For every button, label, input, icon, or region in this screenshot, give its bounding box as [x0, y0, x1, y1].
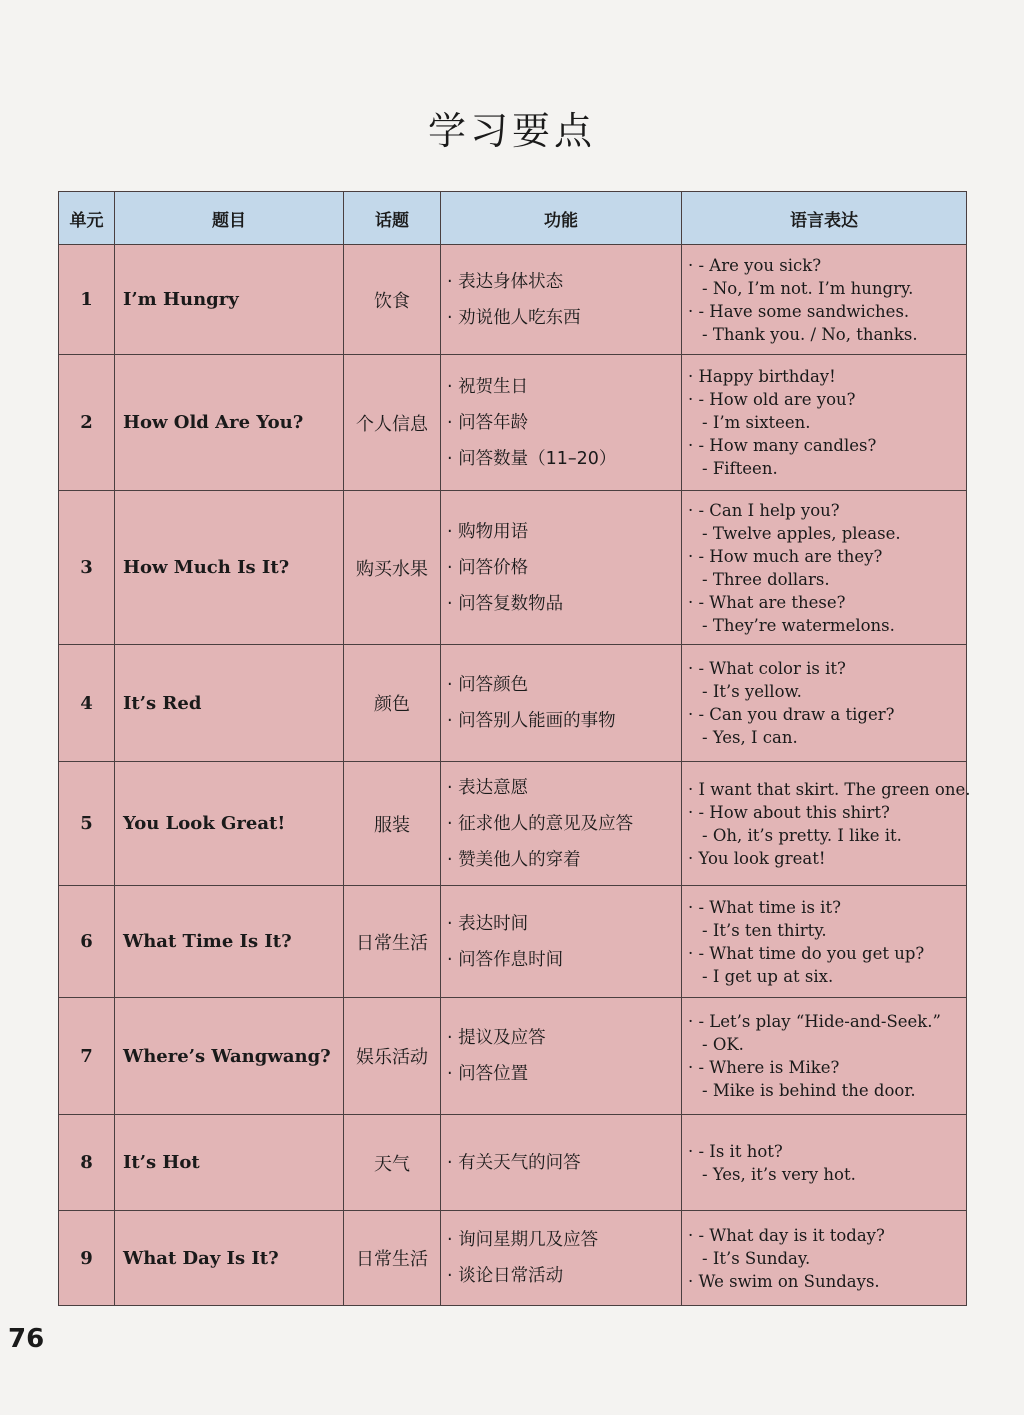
- table-header-row: [59, 192, 967, 245]
- unit-topic: 个人信息: [344, 355, 441, 491]
- unit-number: 3: [59, 491, 115, 645]
- header-topic: 话题: [344, 192, 441, 245]
- unit-language: [682, 645, 967, 762]
- unit-language: [682, 762, 971, 886]
- unit-number: 8: [59, 1115, 115, 1211]
- unit-language: [682, 998, 967, 1115]
- language-line: · - Can I help you?: [688, 500, 840, 520]
- unit-functions: [441, 645, 682, 762]
- function-item: · 祝贺生日: [447, 376, 529, 397]
- table-row: [59, 1115, 967, 1211]
- learning-points-table: [58, 191, 971, 1306]
- language-line: · - Where is Mike?: [688, 1058, 840, 1077]
- language-line: - Yes, I can.: [702, 728, 798, 747]
- language-line: - It’s ten thirty.: [702, 920, 827, 940]
- unit-number: 9: [59, 1211, 115, 1306]
- language-line: · - How much are they?: [688, 546, 883, 566]
- language-line: - No, I’m not. I’m hungry.: [702, 278, 914, 298]
- unit-topic: 天气: [344, 1115, 441, 1211]
- unit-number: 4: [59, 645, 115, 762]
- language-line: · I want that skirt. The green one.: [688, 779, 971, 799]
- table-row: [59, 491, 967, 645]
- table-row: [59, 886, 967, 998]
- function-item: · 问答别人能画的事物: [447, 711, 616, 731]
- language-line: · - Is it hot?: [688, 1141, 783, 1161]
- function-item: · 赞美他人的穿着: [447, 849, 581, 870]
- unit-title: You Look Great!: [115, 762, 344, 886]
- table-row: [59, 998, 967, 1115]
- unit-language: [682, 355, 967, 491]
- page-title: 学习要点: [427, 109, 596, 153]
- unit-language: [682, 491, 967, 645]
- unit-title: It’s Red: [115, 645, 344, 762]
- function-item: · 征求他人的意见及应答: [447, 813, 634, 834]
- function-item: · 询问星期几及应答: [447, 1230, 599, 1250]
- unit-functions: [441, 245, 682, 355]
- function-item: · 问答年龄: [447, 412, 529, 433]
- language-line: · - What are these?: [688, 592, 846, 612]
- unit-language: [682, 886, 967, 998]
- table-row: [59, 762, 967, 886]
- language-line: · - What time do you get up?: [688, 943, 925, 963]
- unit-title: How Old Are You?: [115, 355, 344, 491]
- header-language: 语言表达: [682, 192, 967, 245]
- language-line: · - Let’s play “Hide-and-Seek.”: [688, 1012, 941, 1031]
- function-item: · 有关天气的问答: [447, 1152, 581, 1173]
- unit-topic: 日常生活: [344, 1211, 441, 1306]
- unit-number: 2: [59, 355, 115, 491]
- function-item: · 购物用语: [447, 521, 529, 542]
- language-line: · - How old are you?: [688, 390, 856, 409]
- language-line: · - Have some sandwiches.: [688, 301, 910, 321]
- function-item: · 表达时间: [447, 913, 529, 934]
- language-line: · Happy birthday!: [688, 367, 836, 386]
- function-item: · 问答位置: [447, 1064, 529, 1084]
- function-item: · 表达身体状态: [447, 271, 564, 292]
- language-line: · - Are you sick?: [688, 255, 822, 275]
- unit-title: What Time Is It?: [115, 886, 344, 998]
- language-line: - Oh, it’s pretty. I like it.: [702, 825, 902, 845]
- language-line: - Fifteen.: [702, 459, 778, 478]
- header-unit: 单元: [59, 192, 115, 245]
- unit-topic: 娱乐活动: [344, 998, 441, 1115]
- language-line: · - How many candles?: [688, 436, 877, 455]
- language-line: - I’m sixteen.: [702, 413, 811, 432]
- function-item: · 劝说他人吃东西: [447, 307, 581, 328]
- language-line: · - What day is it today?: [688, 1225, 885, 1245]
- header-title: 题目: [115, 192, 344, 245]
- unit-functions: [441, 1211, 682, 1306]
- table-row: [59, 245, 967, 355]
- function-item: · 表达意愿: [447, 777, 529, 798]
- language-line: - They’re watermelons.: [702, 615, 895, 635]
- unit-topic: 饮食: [344, 245, 441, 355]
- function-item: · 提议及应答: [447, 1028, 546, 1048]
- function-item: · 问答数量（11–20）: [447, 448, 617, 469]
- unit-functions: [441, 491, 682, 645]
- language-line: · We swim on Sundays.: [688, 1271, 880, 1291]
- header-function: 功能: [441, 192, 682, 245]
- unit-language: [682, 1115, 967, 1211]
- function-item: · 问答价格: [447, 557, 529, 578]
- language-line: - Three dollars.: [702, 569, 830, 589]
- function-item: · 问答作息时间: [447, 949, 564, 970]
- unit-number: 6: [59, 886, 115, 998]
- unit-topic: 日常生活: [344, 886, 441, 998]
- language-line: - It’s yellow.: [702, 682, 802, 701]
- unit-functions: [441, 762, 682, 886]
- unit-functions: [441, 1115, 682, 1211]
- language-line: - It’s Sunday.: [702, 1248, 811, 1268]
- unit-topic: 颜色: [344, 645, 441, 762]
- language-line: - Mike is behind the door.: [702, 1081, 916, 1100]
- language-line: · - What color is it?: [688, 659, 846, 678]
- unit-number: 5: [59, 762, 115, 886]
- unit-number: 7: [59, 998, 115, 1115]
- table-row: [59, 355, 967, 491]
- unit-title: Where’s Wangwang?: [115, 998, 344, 1115]
- language-line: · - Can you draw a tiger?: [688, 705, 895, 724]
- unit-title: How Much Is It?: [115, 491, 344, 645]
- table-row: [59, 645, 967, 762]
- function-item: · 谈论日常活动: [447, 1266, 564, 1286]
- unit-language: [682, 1211, 967, 1306]
- page-number: 76: [8, 1324, 45, 1354]
- language-line: - Yes, it’s very hot.: [702, 1164, 856, 1184]
- language-line: · - What time is it?: [688, 897, 841, 917]
- unit-title: What Day Is It?: [115, 1211, 344, 1306]
- table-row: [59, 1211, 967, 1306]
- function-item: · 问答复数物品: [447, 593, 564, 614]
- language-line: - Twelve apples, please.: [702, 523, 901, 543]
- language-line: - OK.: [702, 1035, 744, 1054]
- unit-functions: [441, 355, 682, 491]
- language-line: · - How about this shirt?: [688, 802, 890, 822]
- unit-topic: 服装: [344, 762, 441, 886]
- unit-title: It’s Hot: [115, 1115, 344, 1211]
- function-item: · 问答颜色: [447, 675, 529, 695]
- language-line: - I get up at six.: [702, 966, 834, 986]
- language-line: - Thank you. / No, thanks.: [702, 324, 918, 344]
- unit-topic: 购买水果: [344, 491, 441, 645]
- unit-functions: [441, 998, 682, 1115]
- unit-language: [682, 245, 967, 355]
- unit-functions: [441, 886, 682, 998]
- unit-title: I’m Hungry: [115, 245, 344, 355]
- language-line: · You look great!: [688, 848, 826, 868]
- unit-number: 1: [59, 245, 115, 355]
